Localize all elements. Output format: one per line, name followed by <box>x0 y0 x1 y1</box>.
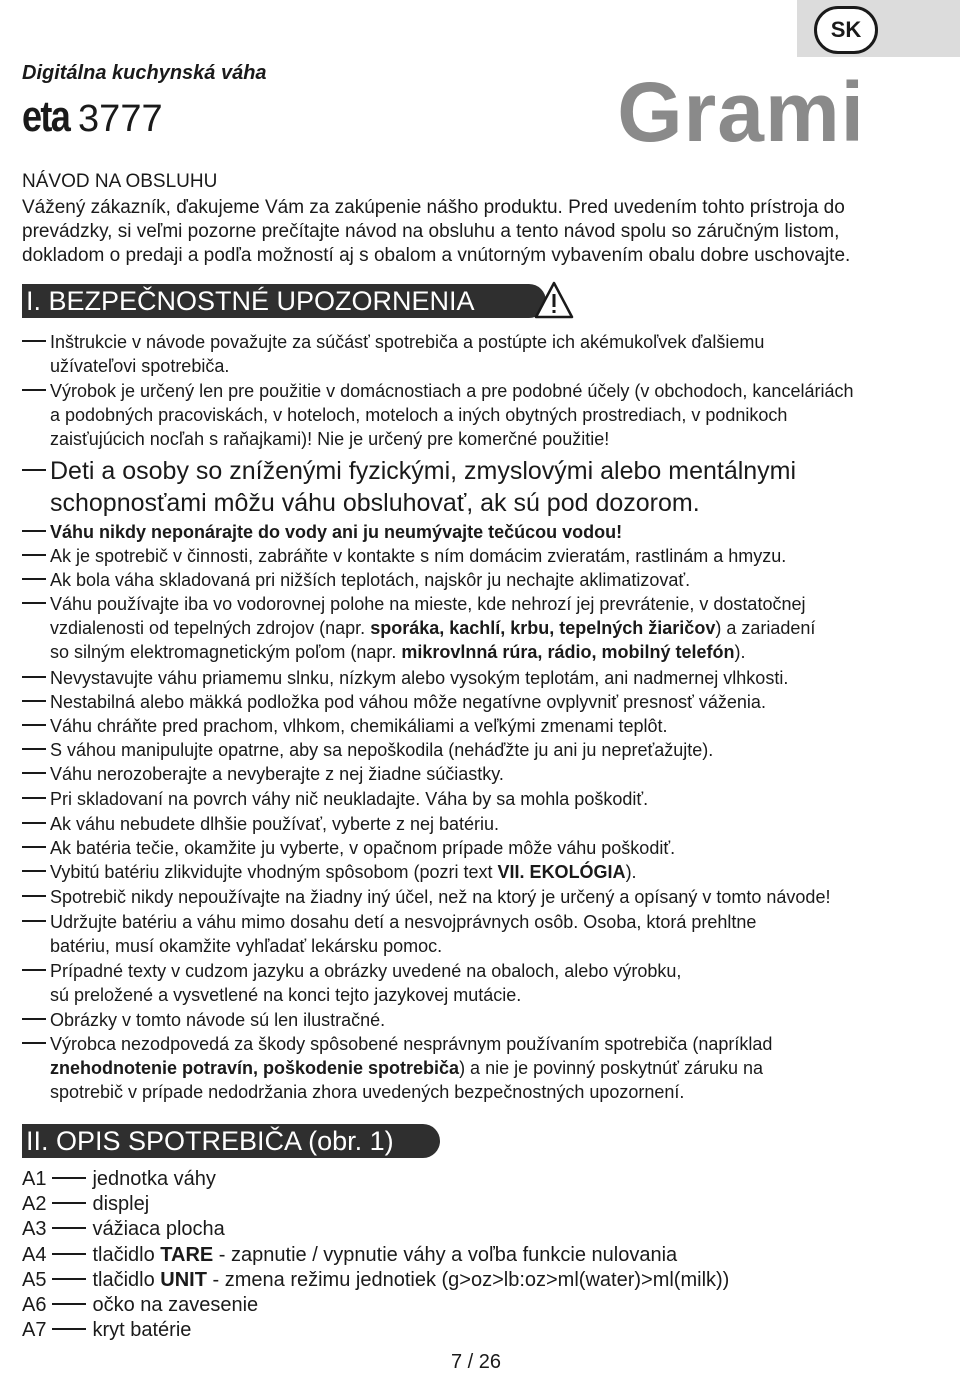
intro-line: dokladom o predaji a podľa možností aj s obalom a vnútorným vybavením obalu dobre uschovajte. <box>22 245 851 266</box>
dash <box>52 1202 86 1204</box>
safety-item: Deti a osoby so zníženými fyzickými, zmyslovými alebo mentálnymi schopnosťami môžu váhu obsluhovať, ak sú pod dozorom. <box>22 455 796 519</box>
safety-item: Ak batéria tečie, okamžite ju vyberte, v opačnom prípade môže váhu poškodiť. <box>22 836 675 860</box>
safety-item: Váhu používajte iba vo vodorovnej polohe na mieste, kde nehrozí jej prevrátenie, v dostatočnej vzdialenosti od tepelných zdrojov (napr. sporáka, kachlí, krbu, tepelných žiaričov) a zariadení so silným elektromagnetickým poľom (napr. mikrovlnná rúra, rádio, mobilný telefón). <box>22 592 815 664</box>
dash <box>52 1278 86 1280</box>
intro-heading: NÁVOD NA OBSLUHU <box>22 171 218 192</box>
part-list-item: A5 tlačidlo UNIT - zmena režimu jednotiek (g>oz>lb:oz>ml(water)>ml(milk)) <box>22 1269 730 1291</box>
dash <box>52 1303 86 1305</box>
dash <box>52 1253 86 1255</box>
safety-item: Ak váhu nebudete dlhšie používať, vyberte z nej batériu. <box>22 812 499 836</box>
safety-item: Váhu nerozoberajte a nevyberajte z nej žiadne súčiastky. <box>22 762 504 786</box>
language-badge: SK <box>814 6 878 54</box>
safety-item: Výrobok je určený len pre použitie v domácnostiach a pre podobné účely (v obchodoch, kanceláriách a podobných pracoviskách, v hoteloch, moteloch a iných obytných prostrediach, v podnikoch zaisťujúcich nocľah s raňajkami)! Nie je určený pre komerčné použitie! <box>22 379 853 451</box>
dash <box>22 870 46 872</box>
warning-triangle-icon <box>533 280 575 320</box>
safety-item: Nestabilná alebo mäkká podložka pod váhou môže negatívne ovplyvniť presnosť váženia. <box>22 690 766 714</box>
brand-logo: eta <box>22 92 70 141</box>
dash <box>22 676 46 678</box>
dash <box>52 1328 86 1330</box>
dash <box>22 554 46 556</box>
dash <box>22 724 46 726</box>
part-list-item: A4 tlačidlo TARE - zapnutie / vypnutie váhy a voľba funkcie nulovania <box>22 1244 678 1266</box>
safety-item: S váhou manipulujte opatrne, aby sa nepoškodila (neháďžte ju ani ju nepreťažujte). <box>22 738 713 762</box>
safety-item: Pri skladovaní na povrch váhy nič neukladajte. Váha by sa mohla poškodiť. <box>22 787 648 811</box>
intro-line: Vážený zákazník, ďakujeme Vám za zakúpenie nášho produktu. Pred uvedením tohto prístroja do <box>22 197 845 218</box>
dash <box>22 920 46 922</box>
safety-item: Nevystavujte váhu priamemu slnku, nízkym alebo vysokým teplotám, ani nadmernej vlhkosti. <box>22 666 788 690</box>
dash <box>52 1227 86 1229</box>
dash <box>22 1042 46 1044</box>
dash <box>22 822 46 824</box>
dash <box>52 1177 86 1179</box>
product-name: Grami <box>617 65 865 159</box>
safety-item: Prípadné texty v cudzom jazyku a obrázky uvedené na obaloch, alebo výrobku, sú preložené a vysvetlené na konci tejto jazykovej mutácie. <box>22 959 681 1007</box>
dash <box>22 340 46 342</box>
intro-line: prevádzky, si veľmi pozorne prečítajte návod na obsluhu a tento návod spolu so záručným listom, <box>22 221 840 242</box>
model-number: 3777 <box>78 98 163 140</box>
part-list-item: A7 kryt batérie <box>22 1319 192 1341</box>
part-list-item: A2 displej <box>22 1193 150 1215</box>
section-heading-description: II. OPIS SPOTREBIČA (obr. 1) <box>22 1124 440 1158</box>
dash <box>22 846 46 848</box>
dash <box>22 772 46 774</box>
safety-item: Inštrukcie v návode považujte za súčásť spotrebiča a postúpte ich akémukoľvek ďalšiemu užívateľovi spotrebiča. <box>22 330 764 378</box>
dash <box>22 748 46 750</box>
safety-item: Vybitú batériu zlikvidujte vhodným spôsobom (pozri text VII. EKOLÓGIA). <box>22 860 637 884</box>
safety-item: Váhu nikdy neponárajte do vody ani ju neumývajte tečúcou vodou! <box>22 520 622 544</box>
dash <box>22 389 46 391</box>
safety-item: Váhu chráňte pred prachom, vlhkom, chemikáliami a veľkými zmenami teplôt. <box>22 714 668 738</box>
dash <box>22 578 46 580</box>
model-label <box>22 92 163 142</box>
dash <box>22 895 46 897</box>
dash <box>22 969 46 971</box>
part-list-item: A1 jednotka váhy <box>22 1168 216 1190</box>
safety-item: Spotrebič nikdy nepoužívajte na žiadny iný účel, než na ktorý je určený a opísaný v tomto návode! <box>22 885 830 909</box>
part-list-item: A6 očko na zavesenie <box>22 1294 259 1316</box>
part-list-item: A3 vážiaca plocha <box>22 1218 225 1240</box>
section-heading-safety: I. BEZPEČNOSTNÉ UPOZORNENIA <box>22 284 546 318</box>
safety-item: Výrobca nezodpovedá za škody spôsobené nesprávnym používaním spotrebiča (napríklad znehodnotenie potravín, poškodenie spotrebiča) a nie je povinný poskytnúť záruku na spotrebič v prípade nedodržania zhora uvedených bezpečnostných upozornení. <box>22 1032 772 1104</box>
safety-item: Ak je spotrebič v činnosti, zabráňte v kontakte s ním domácim zvieratám, rastlinám a hmyzu. <box>22 544 786 568</box>
document-title: Digitálna kuchynská váha <box>22 62 267 84</box>
page-number: 7 / 26 <box>451 1351 502 1373</box>
safety-item: Ak bola váha skladovaná pri nižších teplotách, najskôr ju nechajte aklimatizovať. <box>22 568 690 592</box>
dash <box>22 700 46 702</box>
dash <box>22 602 46 604</box>
dash <box>22 1018 46 1020</box>
dash <box>22 797 46 799</box>
dash <box>22 469 46 471</box>
dash <box>22 530 46 532</box>
safety-item: Obrázky v tomto návode sú len ilustračné. <box>22 1008 385 1032</box>
safety-item: Udržujte batériu a váhu mimo dosahu detí a nesvojprávnych osôb. Osoba, ktorá prehltne batériu, musí okamžite vyhľadať lekársku pomoc. <box>22 910 756 958</box>
